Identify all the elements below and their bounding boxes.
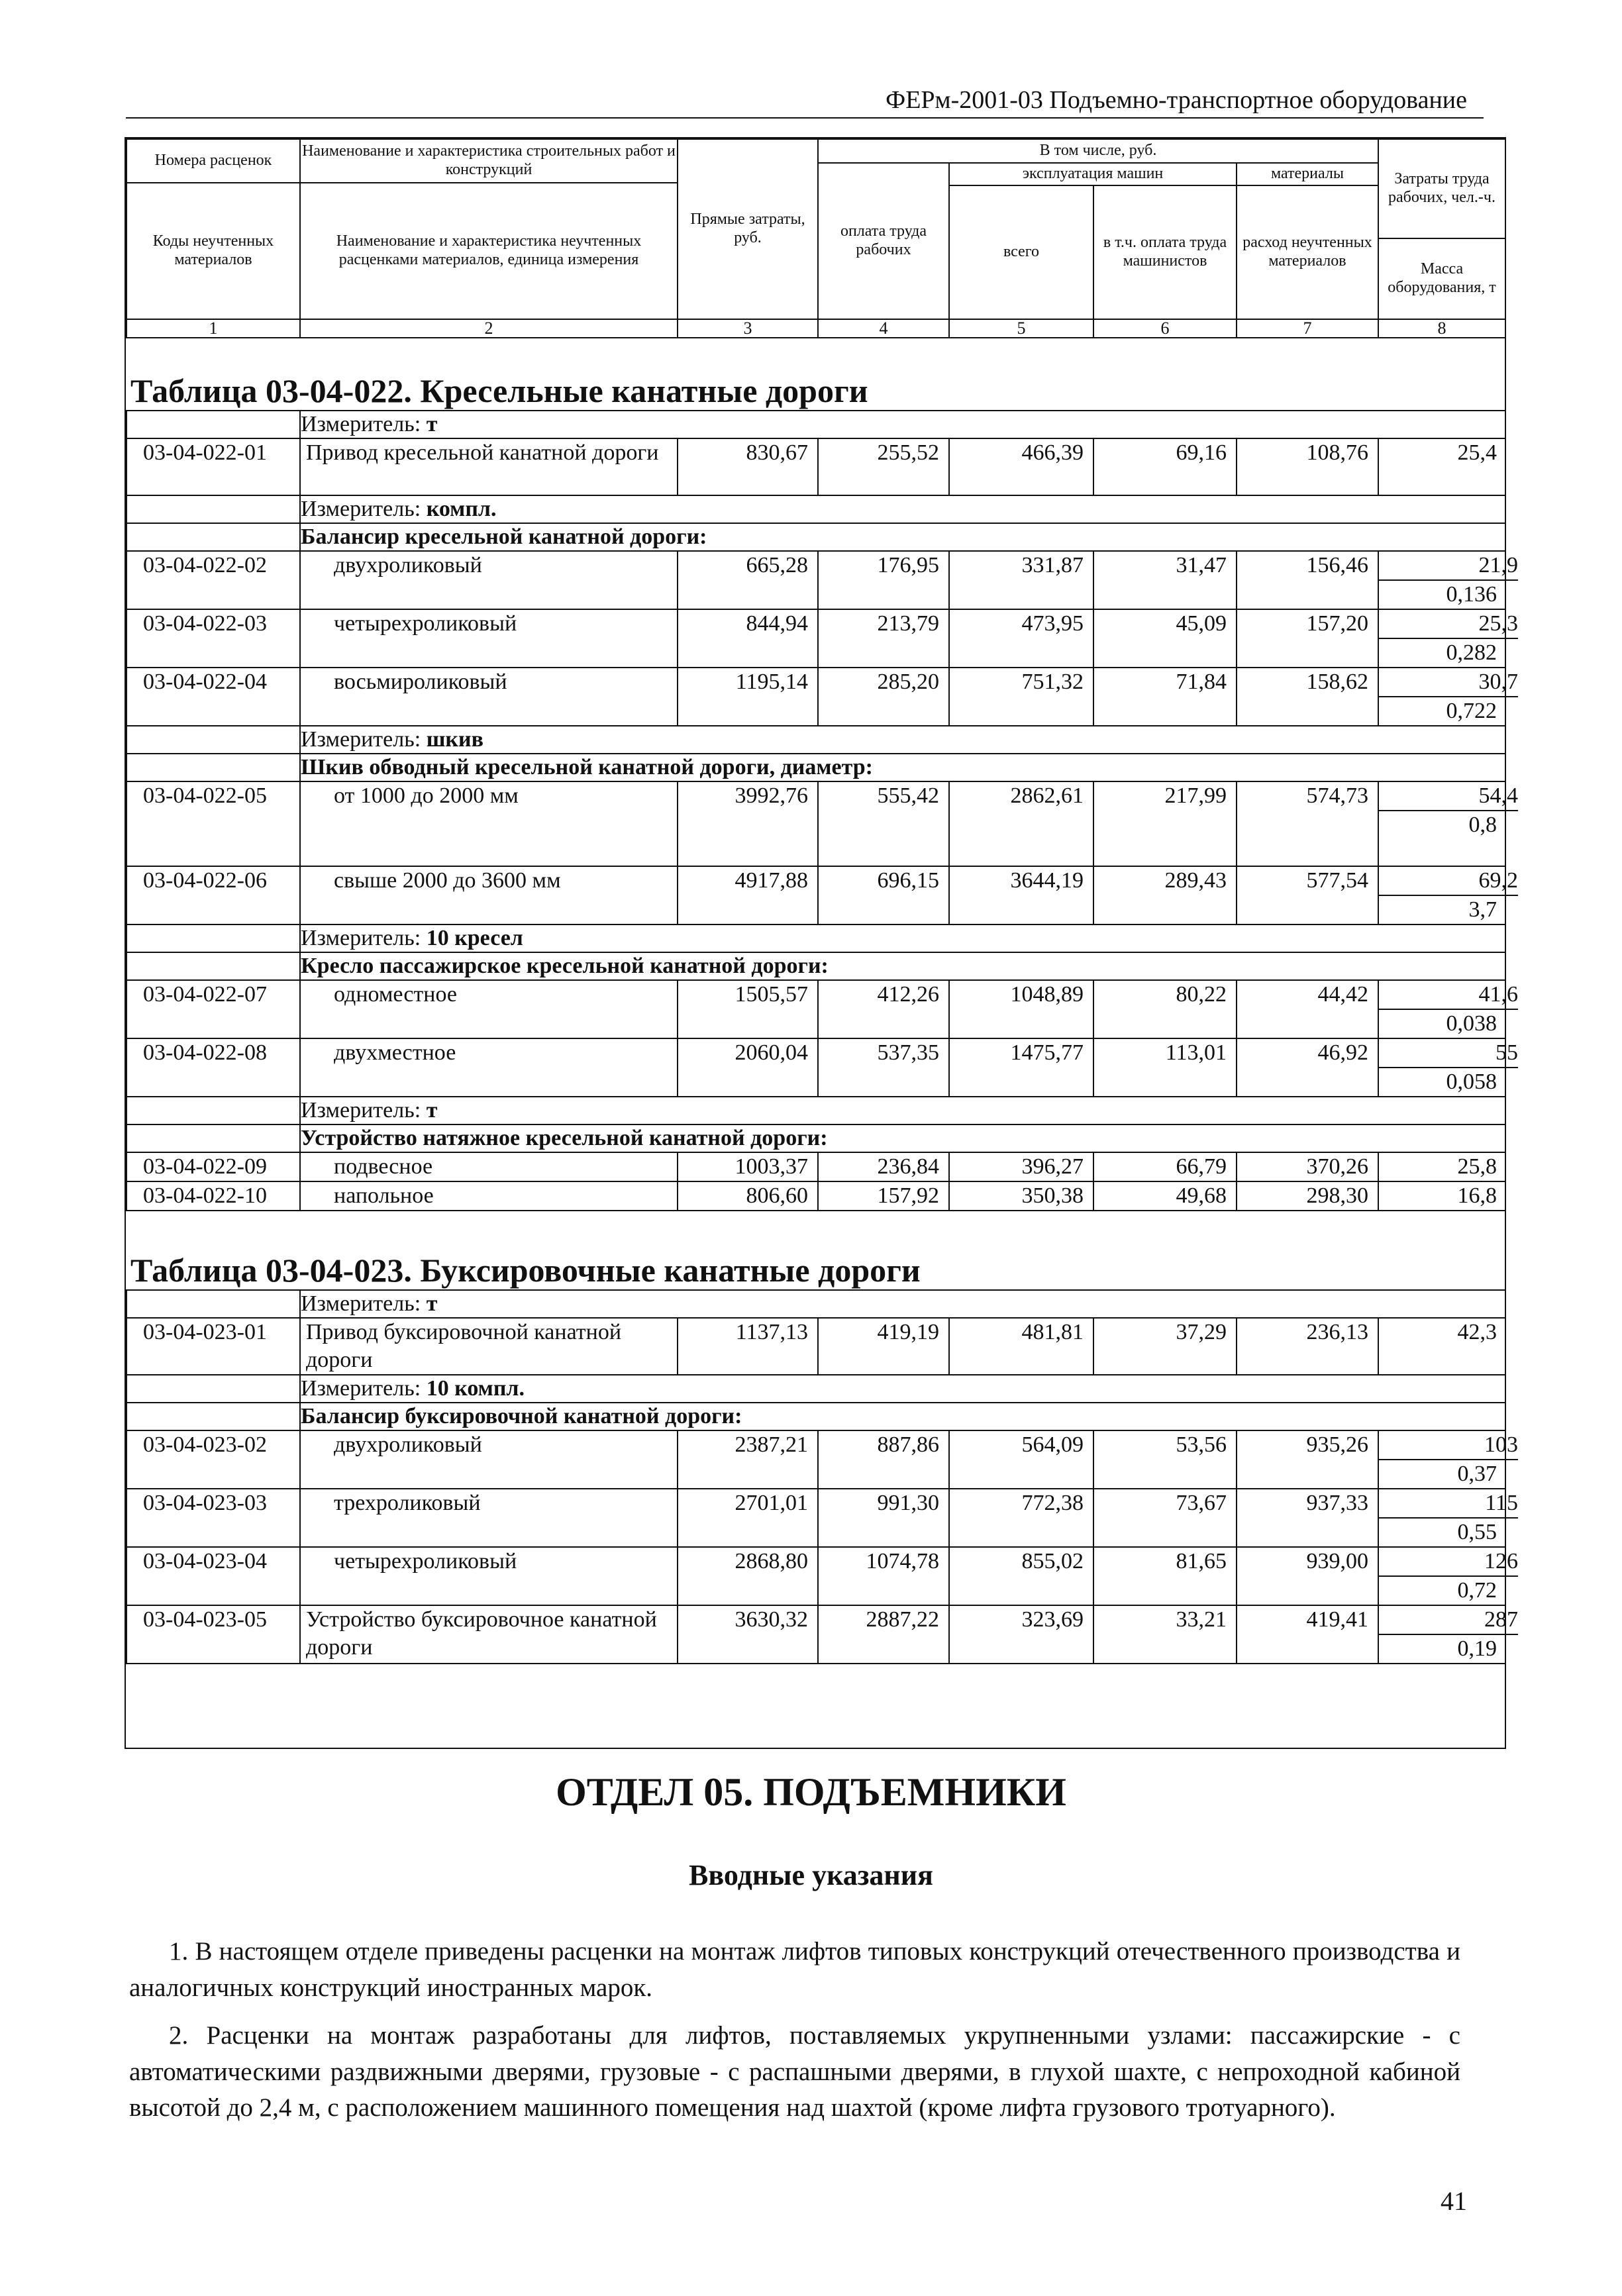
- column-number: 6: [1093, 319, 1237, 338]
- equipment-mass: 3,7: [1468, 897, 1497, 922]
- cell-machinists-pay: 80,22: [1093, 980, 1237, 1038]
- labor-hours: 21,9: [1379, 552, 1518, 581]
- cell-direct-cost: 806,60: [678, 1181, 818, 1211]
- cell-labor-pay: 555,42: [818, 781, 949, 866]
- group-row: [127, 952, 1505, 980]
- cell-direct-cost: 2060,04: [678, 1038, 818, 1097]
- row-name: свыше 2000 до 3600 мм: [300, 866, 678, 924]
- cell-machinists-pay: 33,21: [1093, 1605, 1237, 1664]
- row-name: четырехроликовый: [300, 1547, 678, 1605]
- row-name: одноместное: [300, 980, 678, 1038]
- cell-labor-hours: 25,4: [1378, 438, 1505, 495]
- table-row: [127, 1181, 1505, 1211]
- equipment-mass: 0,722: [1446, 699, 1497, 723]
- table-row: [127, 1547, 1505, 1605]
- table-row: [127, 1430, 1505, 1489]
- unit-value: т: [426, 1291, 438, 1316]
- row-code: 03-04-022-06: [127, 866, 300, 924]
- column-number: 8: [1378, 319, 1505, 338]
- group-title: Балансир буксировочной канатной дороги:: [300, 1403, 1505, 1430]
- unit-row: [127, 495, 1505, 523]
- cell-machines-total: 350,38: [949, 1181, 1093, 1211]
- cell-machines-total: 1475,77: [949, 1038, 1093, 1097]
- cell-materials: 577,54: [1237, 866, 1378, 924]
- cell-materials: 157,20: [1237, 609, 1378, 668]
- table-row: [127, 781, 1505, 866]
- cell-labor-and-mass: [1378, 781, 1518, 866]
- cell-machinists-pay: 289,43: [1093, 866, 1237, 924]
- cell-machines-total: 396,27: [949, 1152, 1093, 1181]
- rate-table-frame: [125, 137, 1518, 1749]
- unit-row: [127, 1097, 1505, 1124]
- cell-materials: 574,73: [1237, 781, 1378, 866]
- cell-direct-cost: 1505,57: [678, 980, 818, 1038]
- equipment-mass: 0,37: [1457, 1462, 1497, 1486]
- unit-row: [127, 1290, 1505, 1318]
- cell-materials: 298,30: [1237, 1181, 1378, 1211]
- cell-labor-and-mass: [1378, 1430, 1518, 1489]
- unit-value: т: [426, 1098, 438, 1123]
- cell-direct-cost: 3992,76: [678, 781, 818, 866]
- cell-direct-cost: 1195,14: [678, 668, 818, 726]
- equipment-mass: 0,72: [1457, 1578, 1497, 1603]
- cell-direct-cost: 2387,21: [678, 1430, 818, 1489]
- cell-labor-pay: 285,20: [818, 668, 949, 726]
- labor-hours: 103: [1379, 1431, 1518, 1460]
- group-title: Шкив обводный кресельной канатной дороги, диаметр:: [300, 754, 1505, 781]
- equipment-mass: 0,136: [1446, 582, 1497, 607]
- table-row: [127, 609, 1505, 668]
- row-name: четырехроликовый: [300, 609, 678, 668]
- cell-machinists-pay: 66,79: [1093, 1152, 1237, 1181]
- row-code: 03-04-022-01: [127, 438, 300, 495]
- header-materials: материалы: [1237, 163, 1378, 185]
- running-header: [126, 83, 1484, 119]
- row-name: двухместное: [300, 1038, 678, 1097]
- cell-direct-cost: 665,28: [678, 551, 818, 609]
- equipment-mass: 0,058: [1446, 1070, 1497, 1094]
- table-row: [127, 1152, 1505, 1181]
- cell-labor-pay: 2887,22: [818, 1605, 949, 1664]
- cell-materials: 46,92: [1237, 1038, 1378, 1097]
- labor-hours: 25,3: [1379, 610, 1518, 639]
- labor-hours: 54,4: [1379, 782, 1518, 811]
- row-name: Привод кресельной канатной дороги: [300, 438, 678, 495]
- cell-labor-pay: 255,52: [818, 438, 949, 495]
- row-name: от 1000 до 2000 мм: [300, 781, 678, 866]
- cell-labor-and-mass: [1378, 1605, 1518, 1664]
- cell-labor-pay: 696,15: [818, 866, 949, 924]
- column-number: 2: [300, 319, 678, 338]
- table-row: [127, 1489, 1505, 1547]
- column-number: 5: [949, 319, 1093, 338]
- cell-materials: 44,42: [1237, 980, 1378, 1038]
- section-title-row: [127, 338, 1505, 411]
- cell-direct-cost: 844,94: [678, 609, 818, 668]
- column-numbers-row: [127, 319, 1505, 338]
- cell-machinists-pay: 37,29: [1093, 1318, 1237, 1375]
- unit-label: Измеритель:: [301, 1098, 421, 1123]
- row-name: трехроликовый: [300, 1489, 678, 1547]
- cell-direct-cost: 1003,37: [678, 1152, 818, 1181]
- cell-materials: 939,00: [1237, 1547, 1378, 1605]
- cell-machinists-pay: 81,65: [1093, 1547, 1237, 1605]
- header-col6: в т.ч. оплата труда машинистов: [1093, 185, 1237, 319]
- header-col4: оплата труда рабочих: [818, 163, 949, 319]
- group-row: [127, 754, 1505, 781]
- cell-labor-and-mass: [1378, 1038, 1518, 1097]
- column-number: 1: [127, 319, 300, 338]
- cell-machines-total: 323,69: [949, 1605, 1093, 1664]
- header-col3: Прямые затраты, руб.: [678, 139, 818, 319]
- cell-labor-and-mass: [1378, 551, 1518, 609]
- cell-labor-pay: 887,86: [818, 1430, 949, 1489]
- header-col1: [127, 139, 300, 319]
- row-code: 03-04-023-03: [127, 1489, 300, 1547]
- table-row: [127, 551, 1505, 609]
- cell-labor-and-mass: [1378, 1547, 1518, 1605]
- table-header-row-1: [127, 139, 1505, 163]
- header-col2: [300, 139, 678, 319]
- cell-machines-total: 473,95: [949, 609, 1093, 668]
- table-row: [127, 668, 1505, 726]
- cell-labor-and-mass: [1378, 1489, 1518, 1547]
- labor-hours: 30,7: [1379, 668, 1518, 697]
- header-col2-top: Наименование и характеристика строительных работ и конструкций: [301, 140, 677, 183]
- header-col1-top: Номера расценок: [127, 140, 299, 183]
- table-row: [127, 438, 1505, 495]
- row-code: 03-04-023-01: [127, 1318, 300, 1375]
- row-code: 03-04-022-04: [127, 668, 300, 726]
- equipment-mass: 0,038: [1446, 1011, 1497, 1036]
- header-col5: всего: [949, 185, 1093, 319]
- cell-materials: 370,26: [1237, 1152, 1378, 1181]
- group-row: [127, 1124, 1505, 1152]
- cell-materials: 158,62: [1237, 668, 1378, 726]
- header-machines: эксплуатация машин: [949, 163, 1237, 185]
- cell-machinists-pay: 31,47: [1093, 551, 1237, 609]
- cell-labor-and-mass: [1378, 668, 1518, 726]
- cell-labor-pay: 991,30: [818, 1489, 949, 1547]
- cell-labor-pay: 419,19: [818, 1318, 949, 1375]
- cell-machines-total: 3644,19: [949, 866, 1093, 924]
- labor-hours: 126: [1379, 1548, 1518, 1577]
- note-paragraph: 2. Расценки на монтаж разработаны для лифтов, поставляемых укрупненными узлами: пассажирские - с автоматическими раздвижными дверями, грузовые - с распашными дверями, в глухой шахте, с непроходной кабиной высотой до 2,4 м, с расположением машинного помещения над шахтой (кроме лифта грузового тротуарного).: [129, 2021, 1460, 2122]
- header-col8: [1378, 139, 1505, 319]
- cell-direct-cost: 3630,32: [678, 1605, 818, 1664]
- row-code: 03-04-022-08: [127, 1038, 300, 1097]
- cell-materials: 108,76: [1237, 438, 1378, 495]
- cell-labor-and-mass: [1378, 980, 1518, 1038]
- header-col1-bottom: Коды неучтенных материалов: [152, 232, 274, 268]
- labor-hours: 69,2: [1379, 867, 1518, 896]
- header-col8-bottom: Масса оборудования, т: [1388, 260, 1496, 296]
- cell-machines-total: 772,38: [949, 1489, 1093, 1547]
- row-code: 03-04-022-05: [127, 781, 300, 866]
- cell-machines-total: 564,09: [949, 1430, 1093, 1489]
- cell-materials: 937,33: [1237, 1489, 1378, 1547]
- cell-labor-and-mass: [1378, 609, 1518, 668]
- running-header-text: ФЕРм-2001-03 Подъемно-транспортное оборудование: [886, 86, 1467, 114]
- unit-value: компл.: [426, 497, 497, 521]
- intro-heading: Вводные указания: [689, 1859, 933, 1891]
- header-col8-top: Затраты труда рабочих, чел.-ч.: [1379, 140, 1505, 239]
- cell-machines-total: 2862,61: [949, 781, 1093, 866]
- table-row: [127, 1038, 1505, 1097]
- cell-machinists-pay: 113,01: [1093, 1038, 1237, 1097]
- header-including: В том числе, руб.: [818, 139, 1378, 163]
- column-number: 4: [818, 319, 949, 338]
- intro-notes: [129, 1934, 1460, 2138]
- group-title: Кресло пассажирское кресельной канатной дороги:: [300, 952, 1505, 980]
- unit-value: шкив: [426, 727, 483, 752]
- table-row: [127, 980, 1505, 1038]
- column-number: 3: [678, 319, 818, 338]
- group-row: [127, 523, 1505, 551]
- table-023-title: Таблица 03-04-023. Буксировочные канатные дороги: [127, 1211, 1505, 1290]
- cell-machines-total: 466,39: [949, 438, 1093, 495]
- column-number: 7: [1237, 319, 1378, 338]
- unit-value: т: [426, 412, 438, 436]
- equipment-mass: 0,282: [1446, 640, 1497, 665]
- row-name: Привод буксировочной канатной дороги: [300, 1318, 678, 1375]
- equipment-mass: 0,19: [1457, 1636, 1497, 1661]
- page-number: 41: [1441, 2186, 1467, 2216]
- unit-value: 10 кресел: [426, 926, 523, 950]
- row-code: 03-04-022-07: [127, 980, 300, 1038]
- header-col2-bottom: Наименование и характеристика неучтенных расценками материалов, единица измерения: [336, 232, 642, 268]
- note-paragraph: 1. В настоящем отделе приведены расценки на монтаж лифтов типовых конструкций отечественного производства и аналогичных конструкций иностранных марок.: [129, 1937, 1460, 2002]
- cell-machinists-pay: 49,68: [1093, 1181, 1237, 1211]
- equipment-mass: 0,8: [1468, 813, 1497, 837]
- cell-direct-cost: 1137,13: [678, 1318, 818, 1375]
- cell-labor-pay: 213,79: [818, 609, 949, 668]
- cell-labor-pay: 537,35: [818, 1038, 949, 1097]
- cell-materials: 419,41: [1237, 1605, 1378, 1664]
- row-name: Устройство буксировочное канатной дороги: [300, 1605, 678, 1664]
- row-name: двухроликовый: [300, 1430, 678, 1489]
- row-name: восьмироликовый: [300, 668, 678, 726]
- unit-row: [127, 1375, 1505, 1403]
- equipment-mass: 0,55: [1457, 1520, 1497, 1544]
- cell-labor-hours: 42,3: [1378, 1318, 1505, 1375]
- cell-labor-pay: 157,92: [818, 1181, 949, 1211]
- cell-direct-cost: 2701,01: [678, 1489, 818, 1547]
- cell-machines-total: 1048,89: [949, 980, 1093, 1038]
- row-code: 03-04-023-02: [127, 1430, 300, 1489]
- unit-label: Измеритель:: [301, 1291, 421, 1316]
- row-code: 03-04-022-10: [127, 1181, 300, 1211]
- cell-direct-cost: 2868,80: [678, 1547, 818, 1605]
- cell-machinists-pay: 73,67: [1093, 1489, 1237, 1547]
- cell-materials: 156,46: [1237, 551, 1378, 609]
- header-col7: расход неучтенных материалов: [1237, 185, 1378, 319]
- section-heading: ОТДЕЛ 05. ПОДЪЕМНИКИ: [556, 1770, 1066, 1814]
- group-title: Устройство натяжное кресельной канатной дороги:: [300, 1124, 1505, 1152]
- row-code: 03-04-022-02: [127, 551, 300, 609]
- cell-labor-pay: 1074,78: [818, 1547, 949, 1605]
- unit-row: [127, 726, 1505, 754]
- unit-row: [127, 924, 1505, 952]
- table-row: [127, 1605, 1505, 1664]
- cell-direct-cost: 830,67: [678, 438, 818, 495]
- cell-machinists-pay: 71,84: [1093, 668, 1237, 726]
- row-code: 03-04-022-03: [127, 609, 300, 668]
- table-row: [127, 866, 1505, 924]
- cell-labor-pay: 412,26: [818, 980, 949, 1038]
- cell-machines-total: 331,87: [949, 551, 1093, 609]
- cell-labor-and-mass: [1378, 866, 1518, 924]
- group-row: [127, 1403, 1505, 1430]
- unit-row: [127, 411, 1505, 438]
- unit-label: Измеритель:: [301, 727, 421, 752]
- labor-hours: 41,6: [1379, 981, 1518, 1010]
- table-row: [127, 1318, 1505, 1375]
- cell-machinists-pay: 69,16: [1093, 438, 1237, 495]
- unit-value: 10 компл.: [426, 1376, 525, 1401]
- cell-materials: 935,26: [1237, 1430, 1378, 1489]
- labor-hours: 55: [1379, 1039, 1518, 1068]
- unit-label: Измеритель:: [301, 1376, 421, 1401]
- cell-machinists-pay: 217,99: [1093, 781, 1237, 866]
- row-code: 03-04-022-09: [127, 1152, 300, 1181]
- row-name: подвесное: [300, 1152, 678, 1181]
- row-code: 03-04-023-05: [127, 1605, 300, 1664]
- cell-labor-hours: 16,8: [1378, 1181, 1505, 1211]
- cell-direct-cost: 4917,88: [678, 866, 818, 924]
- row-name: двухроликовый: [300, 551, 678, 609]
- cell-labor-hours: 25,8: [1378, 1152, 1505, 1181]
- section-title-row: [127, 1211, 1505, 1290]
- cell-labor-pay: 236,84: [818, 1152, 949, 1181]
- cell-machinists-pay: 53,56: [1093, 1430, 1237, 1489]
- table-022-title: Таблица 03-04-022. Кресельные канатные дороги: [127, 338, 1505, 411]
- row-code: 03-04-023-04: [127, 1547, 300, 1605]
- rate-table: [126, 138, 1518, 1664]
- group-title: Балансир кресельной канатной дороги:: [300, 523, 1505, 551]
- cell-machinists-pay: 45,09: [1093, 609, 1237, 668]
- row-name: напольное: [300, 1181, 678, 1211]
- cell-machines-total: 751,32: [949, 668, 1093, 726]
- unit-label: Измеритель:: [301, 926, 421, 950]
- cell-machines-total: 855,02: [949, 1547, 1093, 1605]
- unit-label: Измеритель:: [301, 497, 421, 521]
- unit-label: Измеритель:: [301, 412, 421, 436]
- labor-hours: 115: [1379, 1489, 1518, 1519]
- labor-hours: 287: [1379, 1606, 1518, 1635]
- cell-materials: 236,13: [1237, 1318, 1378, 1375]
- cell-machines-total: 481,81: [949, 1318, 1093, 1375]
- cell-labor-pay: 176,95: [818, 551, 949, 609]
